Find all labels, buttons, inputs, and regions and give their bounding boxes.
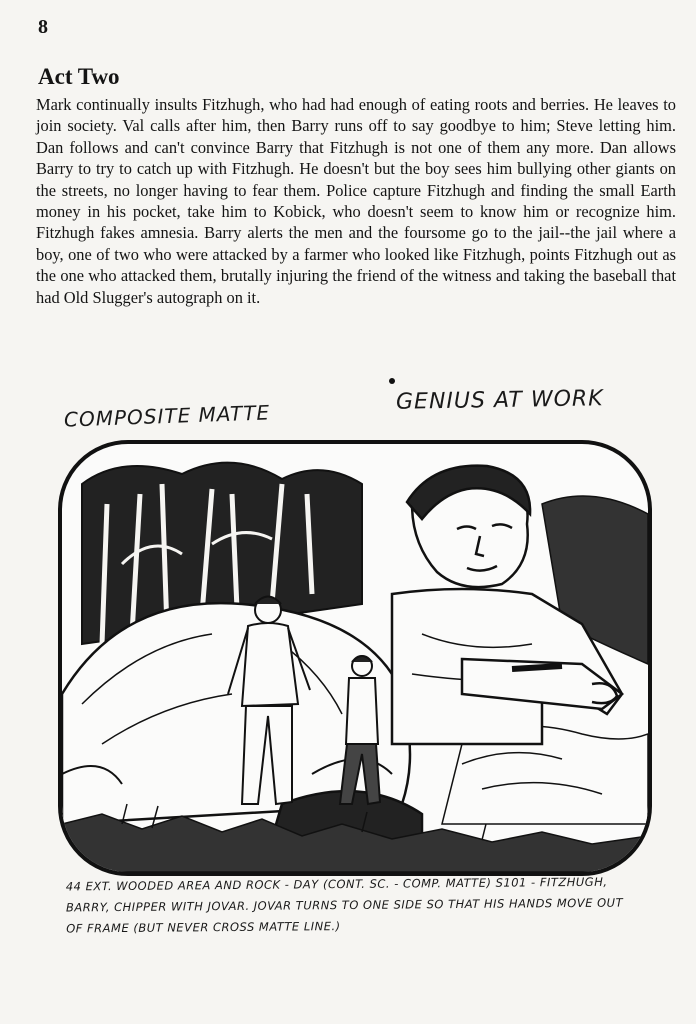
page-number: 8 [38,16,48,38]
composite-matte-label: COMPOSITE MATTE [63,400,271,432]
storyboard-sketch [62,444,648,872]
ink-dot [389,378,395,384]
storyboard-caption: 44 EXT. WOODED AREA AND ROCK - DAY (CONT. SC. - COMP. MATTE) S101 - FITZHUGH, BARRY, CHIPPER WITH JOVAR. JOVAR TURNS TO ONE SIDE SO THAT HIS HANDS MOVE OUT OF FRAME (BUT NEVER CROSS MATTE LINE.) [65,874,624,936]
genius-at-work-label: GENIUS AT WORK [395,386,604,415]
section-title: Act Two [38,64,120,89]
storyboard-frame [58,440,652,876]
act-two-summary: Mark continually insults Fitzhugh, who had had enough of eating roots and berries. He leaves to join society. Val calls after him, then Barry runs off to say goodbye to him; Steve letting him. Dan follows and can't convince Barry that Fitzhugh is not one of them any more. Dan allows Barry to try to catch up with Fitzhugh. He doesn't but the boy sees him bullying other giants on the streets, no longer having to fear them. Police capture Fitzhugh and finding the small Earth money in his pocket, take him to Kobick, who doesn't seem to know him or recognize him. Fitzhugh fakes amnesia. Barry alerts the men and the foursome go to the jail--the jail where a boy, one of two who were attacked by a farmer who looked like Fitzhugh, points Fitzhugh out as the one who attacked them, brutally injuring the friend of the witness and taking the baseball that had Old Slugger's autograph on it. [36,95,676,307]
